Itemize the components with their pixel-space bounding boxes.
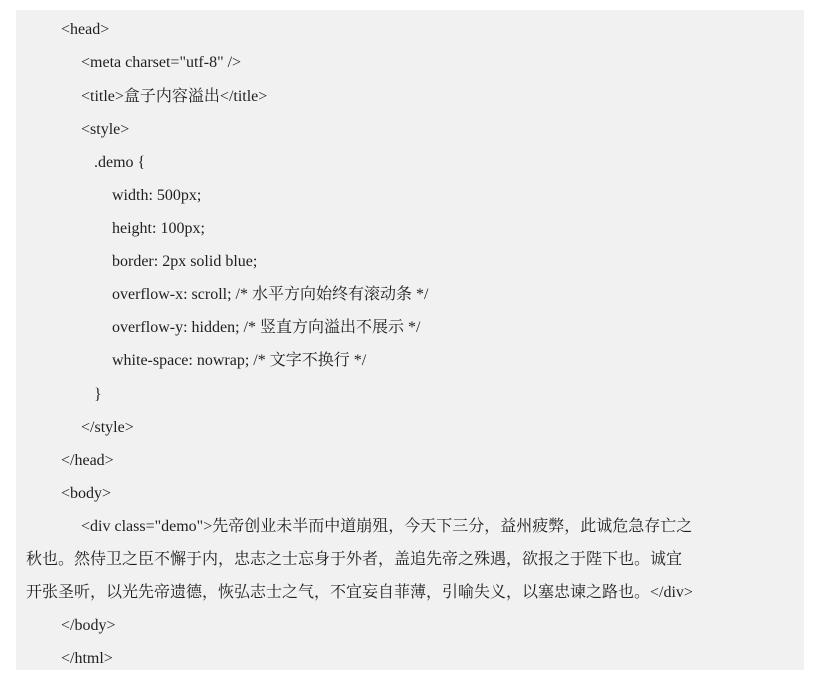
code-block <box>16 10 804 670</box>
code-line-style-open: <style> <box>81 121 130 138</box>
code-line-html-close: </html> <box>61 650 113 667</box>
code-line-overflow-x: overflow-x: scroll; /* 水平方向始终有滚动条 */ <box>112 286 429 303</box>
code-line-demo-selector: .demo { <box>94 154 146 171</box>
code-line-head-open: <head> <box>61 21 110 38</box>
code-line-height: height: 100px; <box>112 220 205 237</box>
code-line-head-close: </head> <box>61 452 114 469</box>
code-line-width: width: 500px; <box>112 187 202 204</box>
code-line-overflow-y: overflow-y: hidden; /* 竖直方向溢出不展示 */ <box>112 319 421 336</box>
code-line-div-text-1: <div class="demo">先帝创业未半而中道崩殂，今天下三分，益州疲弊，此诚危急存亡之 <box>81 518 693 535</box>
code-line-meta: <meta charset="utf-8" /> <box>81 54 242 71</box>
code-line-div-text-2: 秋也。然侍卫之臣不懈于内，忠志之士忘身于外者，盖追先帝之殊遇，欲报之于陛下也。诚宜 <box>26 551 683 568</box>
code-line-close-brace: } <box>94 386 102 403</box>
code-line-body-close: </body> <box>61 617 116 634</box>
code-line-white-space: white-space: nowrap; /* 文字不换行 */ <box>112 352 367 369</box>
code-line-title: <title>盒子内容溢出</title> <box>81 88 268 105</box>
code-line-div-text-3: 开张圣听，以光先帝遗德，恢弘志士之气，不宜妄自菲薄，引喻失义，以塞忠谏之路也。</div> <box>26 584 693 601</box>
code-line-border: border: 2px solid blue; <box>112 253 258 270</box>
code-line-style-close: </style> <box>81 419 134 436</box>
code-line-body-open: <body> <box>61 485 112 502</box>
